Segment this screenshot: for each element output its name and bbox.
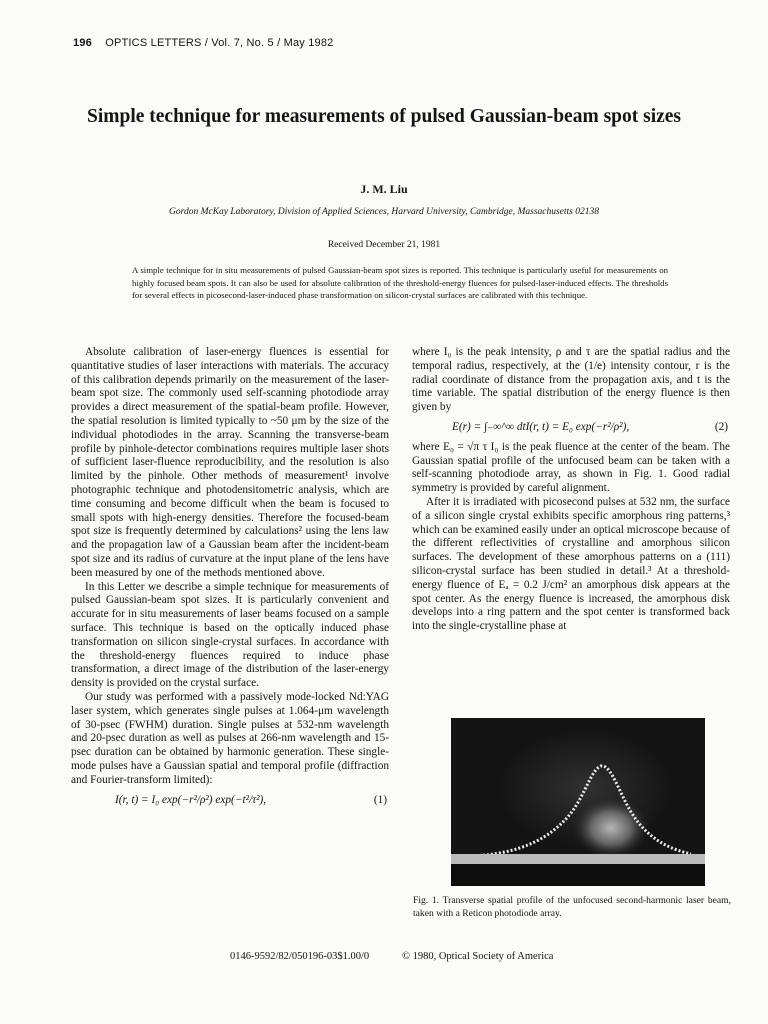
paragraph: where E₀ = √π τ I₀ is the peak fluence at the center of the beam. The Gaussian spatial profile of the unfocused beam can be taken with a self-scanning photodiode array, as shown in Fig. 1. Good radial symmetry is provided by careful alignment. <box>412 440 730 495</box>
paragraph: In this Letter we describe a simple technique for measurements of pulsed Gaussian-beam spot sizes. It is particularly convenient and accurate for in situ measurements of laser beams focused on a sample surface. This technique is based on the optically induced phase transformation on silicon single-crystal surfaces. In accordance with the threshold-energy fluences required to induce phase transformation, a direct image of the distribution of the laser-energy density is provided on the crystal surface. <box>71 580 389 690</box>
right-column <box>412 346 730 634</box>
page-number: 196 <box>73 37 92 49</box>
article-title: Simple technique for measurements of pulsed Gaussian-beam spot sizes <box>86 106 682 127</box>
paragraph: After it is irradiated with picosecond pulses at 532 nm, the surface of a silicon single crystal exhibits specific amorphous ring patterns,³ which can be examined easily under an optical microscope because of the different reflectivities of crystalline and amorphous silicon surfaces. The development of these amorphous patterns on a (111) silicon-crystal surface has been studied in detail.³ At a threshold-energy fluence of Eₐ = 0.2 J/cm² an amorphous disk appears at the spot center. As the energy fluence is increased, the amorphous disk develops into a ring pattern and the spot center is transformed back into the single-crystalline phase at <box>412 495 730 633</box>
figure-caption: Fig. 1. Transverse spatial profile of the unfocused second-harmonic laser beam, taken with a Reticon photodiode array. <box>413 895 731 919</box>
equation-number: (1) <box>373 793 387 806</box>
paragraph: Our study was performed with a passively mode-locked Nd:YAG laser system, which generates single pulses at 1.064-μm wavelength of 30-psec (FWHM) duration. Single pulses at 532-nm wavelength and 20-psec duration as well as pulses at 266-nm wavelength and 15-psec duration can be obtained by harmonic generation. These single-mode pulses have a Gaussian spatial and temporal profile (diffraction and Fourier-transform limited): <box>71 690 389 786</box>
abstract: A simple technique for in situ measurements of pulsed Gaussian-beam spot sizes is reported. This technique is particularly useful for measurements on highly focused beam spots. It can also be used for absolute calibration of the threshold-energy fluences for pulsed-laser-induced effects. The thresholds for several effects in picosecond-laser-induced phase transformation on silicon-crystal surfaces are calibrated with this technique. <box>132 265 668 300</box>
equation-expression: E(r) = ∫₋∞^∞ dtI(r, t) = E₀ exp(−r²/ρ²), <box>452 420 630 433</box>
paragraph: where I₀ is the peak intensity, ρ and τ are the spatial radius and the temporal radius, respectively, at the (1/e) intensity contour, r is the radial coordinate of distance from the propagation axis, and t is the time variable. The spatial distribution of the energy fluence is then given by <box>412 346 730 414</box>
affiliation: Gordon McKay Laboratory, Division of Applied Sciences, Harvard University, Cambridge, Massachusetts 02138 <box>168 207 599 217</box>
left-column <box>71 346 389 813</box>
figure-1-image <box>451 718 705 886</box>
equation-number: (2) <box>714 420 728 433</box>
footer-copyright: © 1980, Optical Society of America <box>402 951 554 962</box>
beam-profile-photo <box>451 718 705 886</box>
equation-expression: I(r, t) = I₀ exp(−r²/ρ²) exp(−t²/τ²), <box>115 793 267 806</box>
author: J. M. Liu <box>360 182 408 196</box>
paragraph: Absolute calibration of laser-energy fluences is essential for quantitative studies of laser interactions with materials. The accuracy of this calibration depends primarily on the measurement of the laser-beam spot size. The commonly used self-scanning photodiode array provides a direct measurement of the spatial-beam profile. However, the spatial resolution is limited typically to ~50 μm by the size of the individual photodiodes in the array. Scanning the transverse-beam profile by pinhole-detector combinations requires multiple laser shots of sufficient laser-fluence reproducibility, and the resolution is also limited by the pinhole. Other methods of measurement¹ involve photographic technique and photodensitometric analysis, which are time consuming and become difficult when the beam is focused to small spots with high-energy densities. Therefore the focused-beam spot size is frequently determined by calculations² using the lens law and the propagation law of a Gaussian beam after the incident-beam spot size and its radius of curvature at the input plane of the lens have been measured by one of the methods mentioned above. <box>71 346 389 579</box>
received-date: Received December 21, 1981 <box>327 240 441 250</box>
journal-info: OPTICS LETTERS / Vol. 7, No. 5 / May 1982 <box>105 37 334 49</box>
equation-1 <box>71 794 389 808</box>
running-head <box>73 37 334 49</box>
footer-code: 0146-9592/82/050196-03$1.00/0 <box>230 951 370 962</box>
equation-2 <box>412 421 730 435</box>
